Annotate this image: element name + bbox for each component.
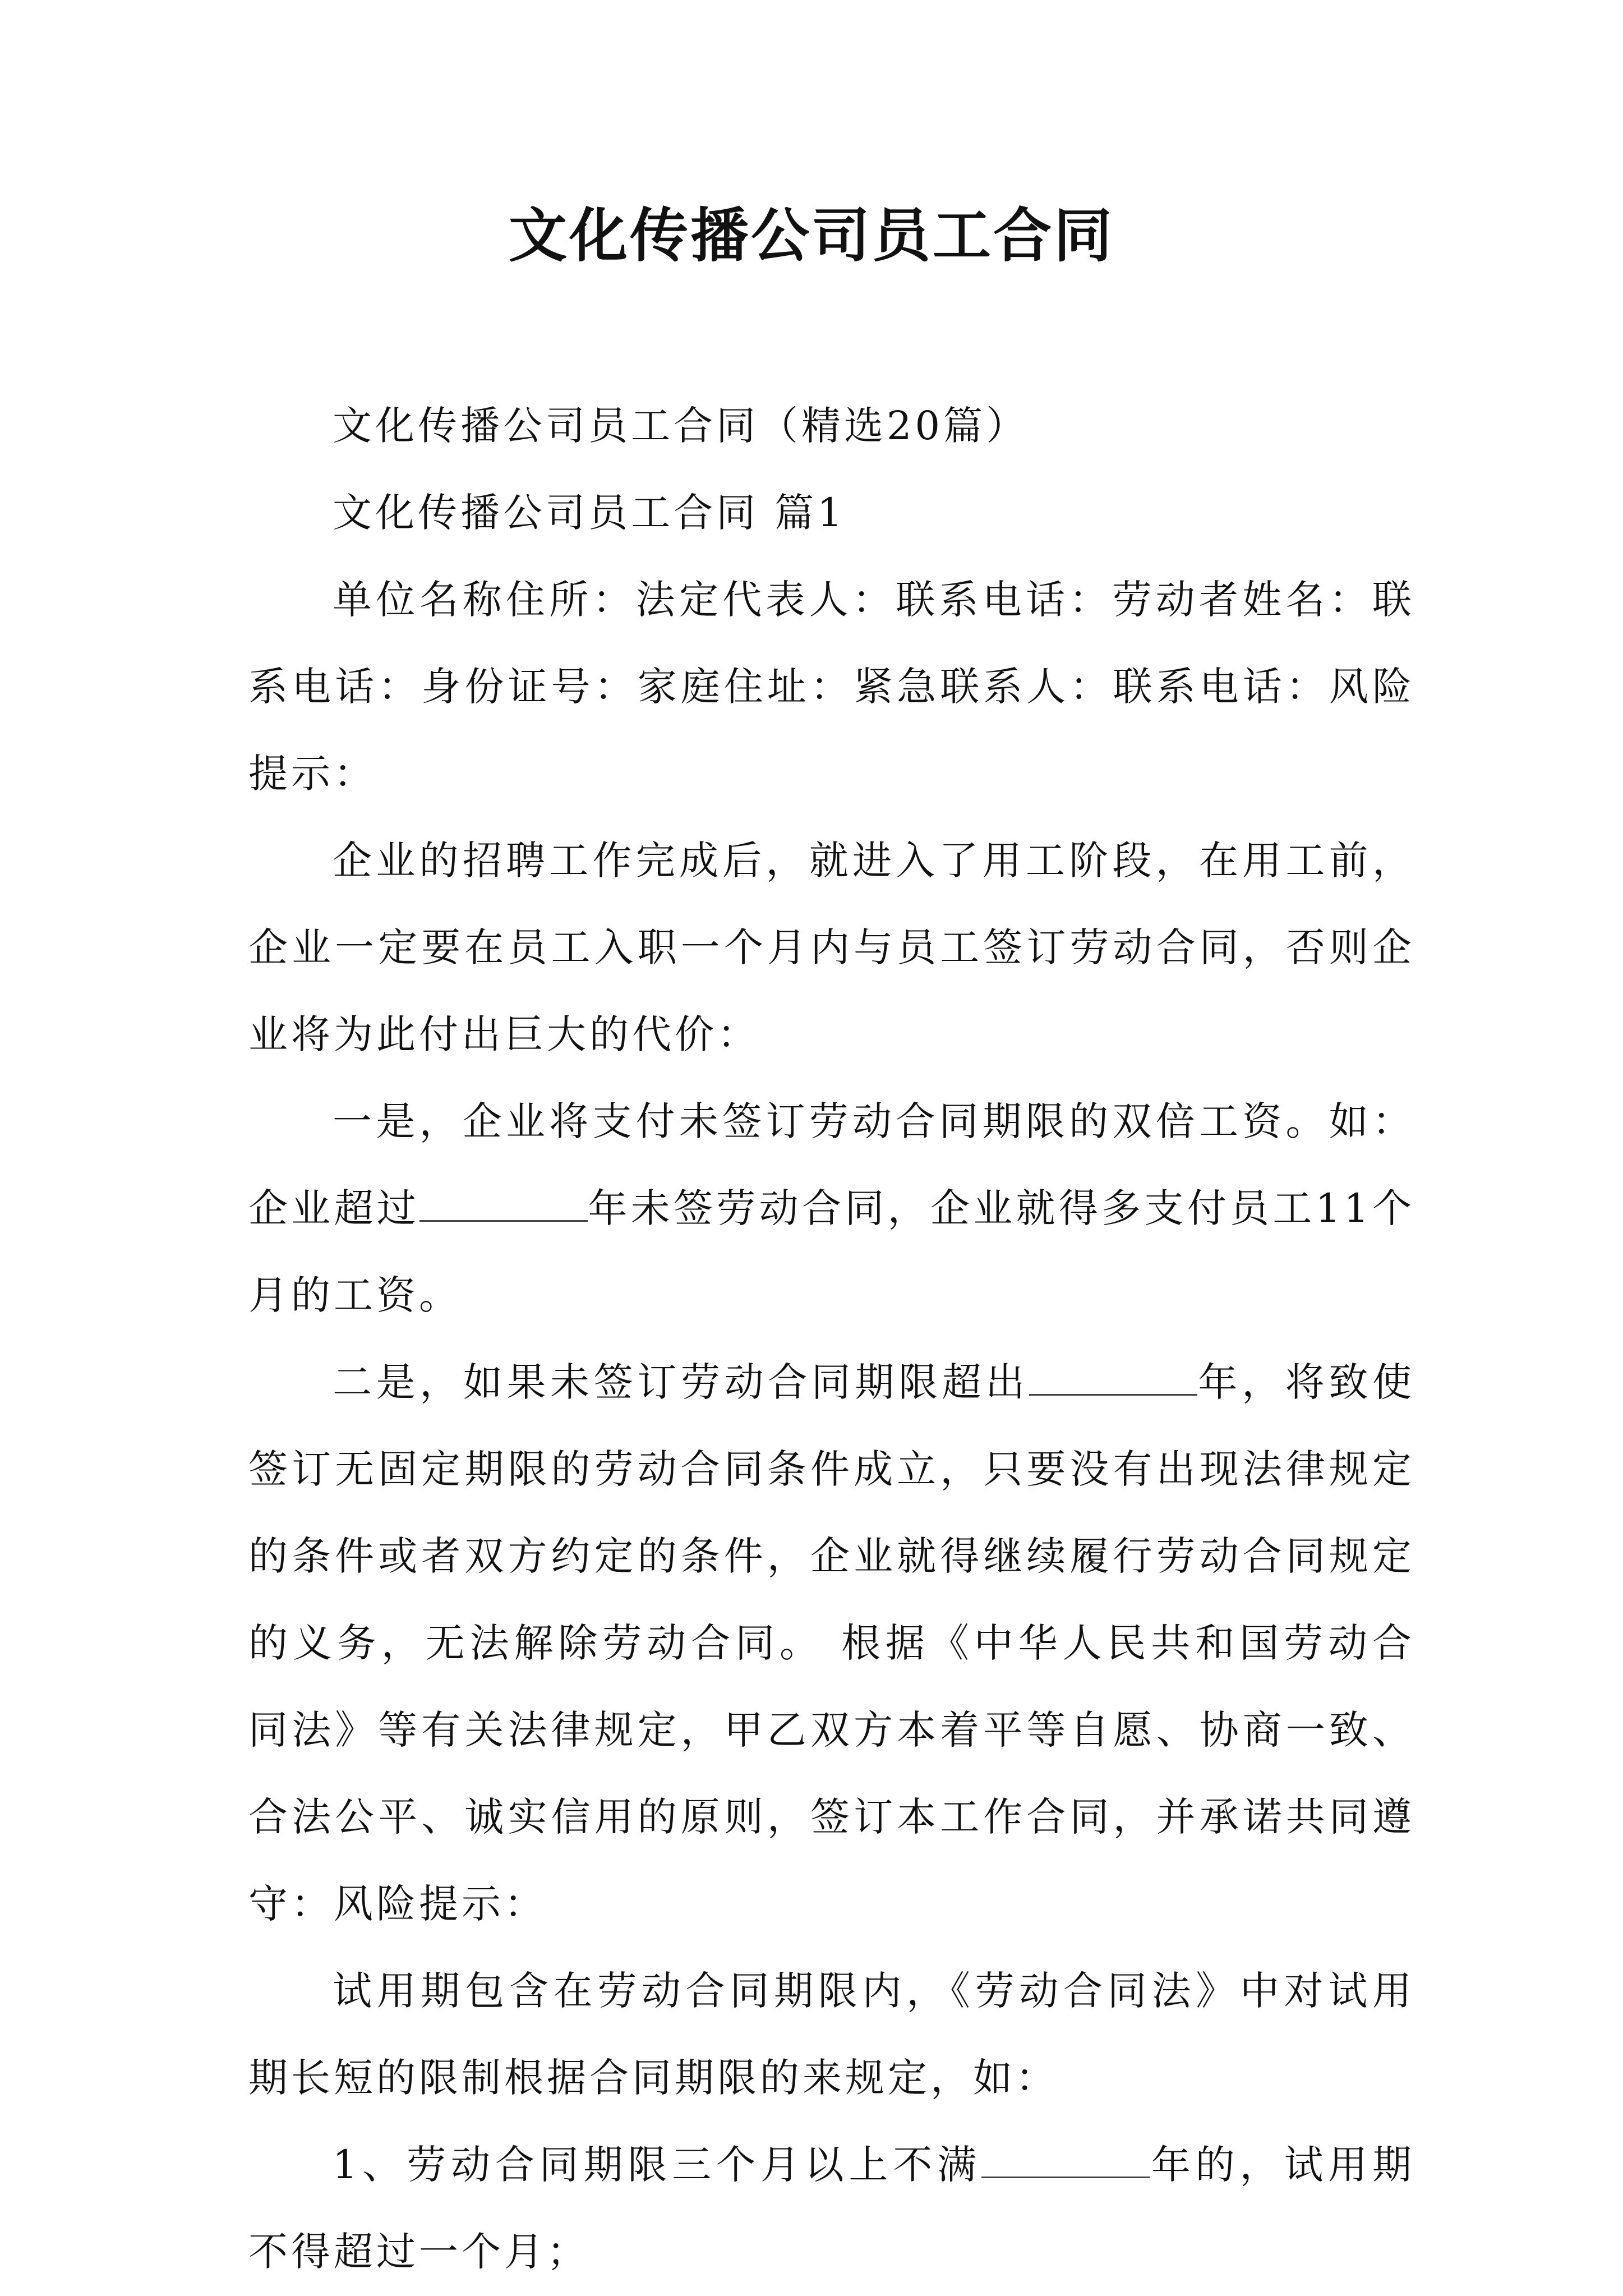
- fill-in-blank: [419, 1220, 588, 1222]
- probation-rule-paragraph: [248, 2122, 1415, 2295]
- risk-one-text-after: 年未签劳动合同，企业就得多支付员工11个月的工资。: [248, 1185, 1415, 1318]
- subtitle-paragraph: 文化传播公司员工合同（精选20篇）: [333, 403, 1029, 449]
- section-heading: 文化传播公司员工合同 篇1: [333, 490, 846, 536]
- risk-one-text-before: 一是，企业将支付未签订劳动合同期限的双倍工资。如：企业超过: [248, 1098, 1415, 1231]
- document-body: [248, 383, 1415, 2295]
- risk-two-text-after: 年，将致使签订无固定期限的劳动合同条件成立，只要没有出现法律规定的条件或者双方约定的条件，企业就得继续履行劳动合同规定的义务，无法解除劳动合同。 根据《中华人民共和国劳动合同法》等有关法律规定，甲乙双方本着平等自愿、协商一致、合法公平、诚实信用的原则，签订本工作合同，并承诺共同遵守：风险提示：: [248, 1359, 1415, 1927]
- probation-rule-text-after: 年的，试用期不得超过一个月；: [248, 2142, 1415, 2275]
- document-title: 文化传播公司员工合同: [508, 201, 1114, 270]
- fill-in-blank: [1029, 1393, 1197, 1396]
- risk-two-text-before: 二是，如果未签订劳动合同期限超出: [333, 1359, 1029, 1405]
- risk-two-paragraph: [248, 1339, 1415, 1948]
- probation-rule-text-before: 1、劳动合同期限三个月以上不满: [333, 2142, 982, 2188]
- parties-paragraph: 单位名称住所：法定代表人：联系电话：劳动者姓名：联系电话：身份证号：家庭住址：紧急联系人：联系电话：风险提示：: [248, 577, 1415, 797]
- probation-paragraph: 试用期包含在劳动合同期限内，《劳动合同法》中对试用期长短的限制根据合同期限的来规定，如：: [248, 1968, 1415, 2101]
- risk-one-paragraph: [248, 1078, 1415, 1339]
- fill-in-blank: [981, 2176, 1150, 2178]
- risk-intro-paragraph: 企业的招聘工作完成后，就进入了用工阶段，在用工前，企业一定要在员工入职一个月内与员工签订劳动合同，否则企业将为此付出巨大的代价：: [248, 838, 1415, 1057]
